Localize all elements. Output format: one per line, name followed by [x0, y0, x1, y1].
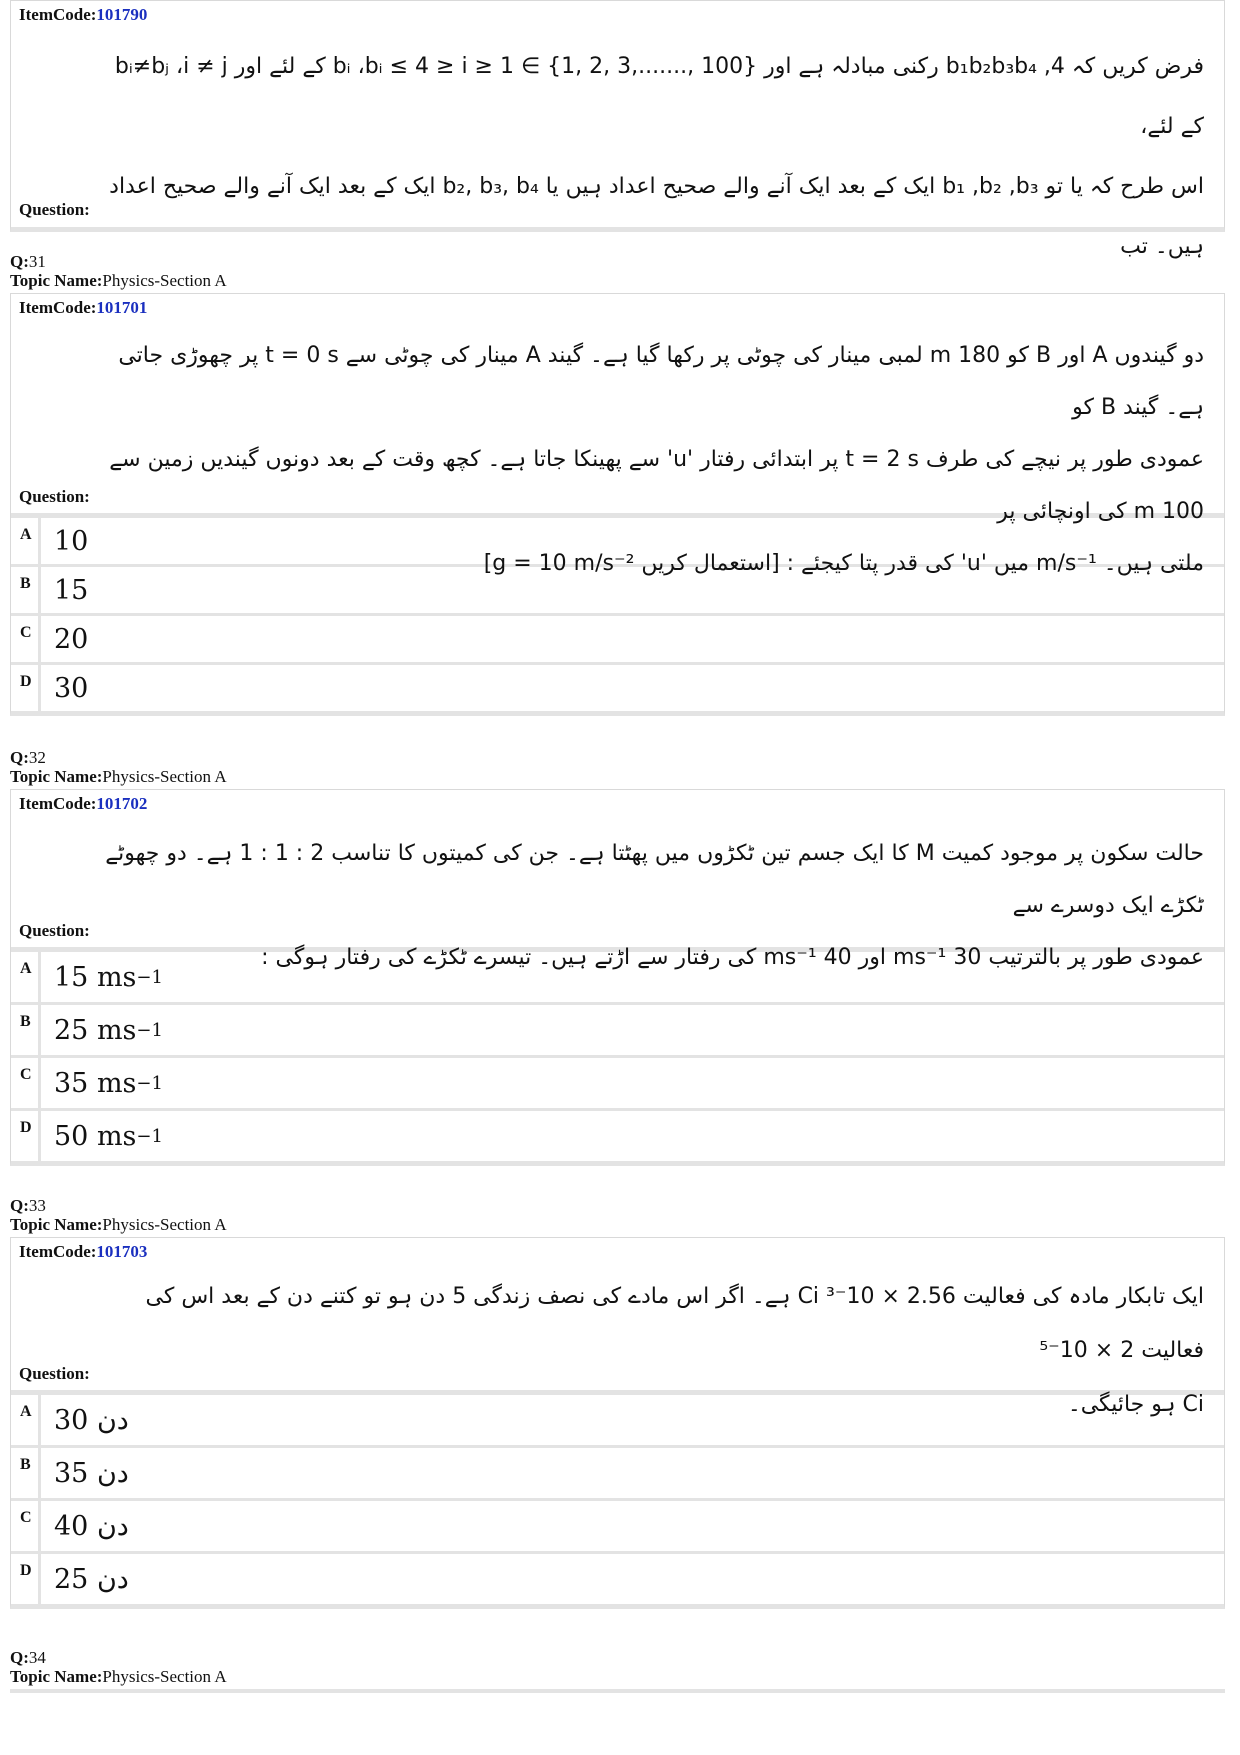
option-letter: A: [11, 952, 41, 1002]
item-code-value: 101790: [96, 5, 148, 24]
option-value: 20: [54, 623, 89, 655]
question-line: Ci ہو جائیگی۔: [1067, 1392, 1204, 1417]
option-b[interactable]: [11, 1005, 1224, 1058]
option-value: 30: [54, 672, 89, 704]
option-d[interactable]: [11, 665, 1224, 711]
question-line: دو گیندوں A اور B کو 180 m لمبی مینار کی چوٹی پر رکھا گیا ہے۔ گیند A مینار کی چوٹی سے t = 0 s پر چھوڑی جاتی ہے۔ گیند B کو: [118, 343, 1204, 420]
question-number: Q:33: [10, 1196, 46, 1215]
option-value: 25 دن: [54, 1563, 129, 1595]
question-text-area: [11, 814, 1224, 970]
question-number: Q:34: [10, 1648, 46, 1667]
option-letter: C: [11, 1501, 41, 1551]
option-d[interactable]: [11, 1554, 1224, 1604]
item-code: ItemCode:101702: [19, 794, 148, 813]
block-top-border: [10, 1689, 1225, 1693]
question-line: اس طرح کہ یا تو b₁ ,b₂ ,b₃ ایک کے بعد ایک آنے والے صحیح اعداد ہیں یا b₂, b₃, b₄ ایک کے بعد ایک آنے والے صحیح اعداد ہیں۔ تب: [109, 174, 1204, 259]
topic-name: Topic Name:Physics-Section A: [10, 271, 227, 290]
question-line: ایک تابکار مادہ کی فعالیت 2.56 × 10⁻³ Ci ہے۔ اگر اس مادے کی نصف زندگی 5 دن ہو تو کتنے دن کے بعد اس کی فعالیت 2 × 10⁻⁵: [145, 1284, 1204, 1363]
option-letter: A: [11, 1395, 41, 1445]
question-number: Q:32: [10, 748, 46, 767]
question-text-area: [11, 318, 1224, 576]
option-value: 50 ms −1: [54, 1120, 163, 1152]
option-letter: D: [11, 1111, 41, 1161]
item-code: ItemCode:101703: [19, 1242, 148, 1261]
option-value: 30 دن: [54, 1404, 129, 1436]
option-value: 15: [54, 574, 89, 606]
topic-name: Topic Name:Physics-Section A: [10, 1667, 227, 1686]
option-letter: D: [11, 1554, 41, 1604]
option-value: 15 ms −1: [54, 961, 163, 993]
option-value: 10: [54, 525, 89, 557]
question-label: Question:: [19, 921, 90, 940]
question-block-q30: [10, 0, 1225, 259]
question-line: عمودی طور پر بالترتیب 30 ms⁻¹ اور 40 ms⁻¹ کی رفتار سے اڑتے ہیں۔ تیسرے ٹکڑے کی رفتار ہوگی :: [261, 945, 1204, 970]
option-value: 35 ms −1: [54, 1067, 163, 1099]
option-value: 35 دن: [54, 1457, 129, 1489]
question-label: Question:: [19, 487, 90, 506]
option-letter: A: [11, 518, 41, 564]
topic-name: Topic Name:Physics-Section A: [10, 1215, 227, 1234]
question-line: ملتی ہیں۔ m/s⁻¹ میں 'u' کی قدر پتا کیجئے : [استعمال کریں g = 10 m/s⁻²]: [483, 551, 1204, 576]
question-label: Question:: [19, 1364, 90, 1383]
topic-name: Topic Name:Physics-Section A: [10, 767, 227, 786]
question-label: Question:: [19, 200, 90, 219]
question-text-area: [11, 25, 1224, 259]
option-letter: B: [11, 1005, 41, 1055]
option-letter: D: [11, 665, 41, 711]
option-value: 40 دن: [54, 1510, 129, 1542]
question-text: [11, 1262, 1224, 1432]
option-d[interactable]: [11, 1111, 1224, 1161]
item-code-value: 101701: [96, 298, 148, 317]
option-letter: B: [11, 567, 41, 613]
option-c[interactable]: [11, 616, 1224, 665]
item-code-value: 101703: [96, 1242, 148, 1261]
option-letter: B: [11, 1448, 41, 1498]
option-c[interactable]: [11, 1058, 1224, 1111]
option-value: 25 ms −1: [54, 1014, 163, 1046]
question-line: فرض کریں کہ b₁b₂b₃b₄ ,4 رکنی مبادلہ ہے اور {100 ,.......,3 ,2 ,1} ∋ bᵢ ،bᵢ ≤ 4 ≥ i ≥ 1 کے لئے اور bᵢ≠bⱼ ،i ≠ j کے لئے،: [114, 54, 1204, 139]
item-code: ItemCode:101790: [19, 5, 148, 24]
question-line: عمودی طور پر نیچے کی طرف t = 2 s پر ابتدائی رفتار 'u' سے پھینکا جاتا ہے۔ کچھ وقت کے بعد دونوں گیندیں زمین سے 100 m کی اونچائی پر: [109, 447, 1204, 524]
option-c[interactable]: [11, 1501, 1224, 1554]
question-text: [11, 318, 1224, 590]
item-code: ItemCode:101701: [19, 298, 148, 317]
question-number: Q:31: [10, 252, 46, 271]
question-line: حالت سکون پر موجود کمیت M کا ایک جسم تین ٹکڑوں میں پھٹتا ہے۔ جن کی کمیتوں کا تناسب 2 : 1 : 1 ہے۔ دو چھوٹے ٹکڑے ایک دوسرے سے: [105, 841, 1204, 918]
question-text-area: [11, 1262, 1224, 1417]
option-letter: C: [11, 616, 41, 662]
question-block-q31: [10, 293, 1225, 716]
question-block-q32: [10, 789, 1225, 1166]
exam-page: [10, 0, 1225, 1686]
item-code-value: 101702: [96, 794, 148, 813]
option-b[interactable]: [11, 1448, 1224, 1501]
question-text: [11, 814, 1224, 984]
option-letter: C: [11, 1058, 41, 1108]
question-block-q33: [10, 1237, 1225, 1609]
